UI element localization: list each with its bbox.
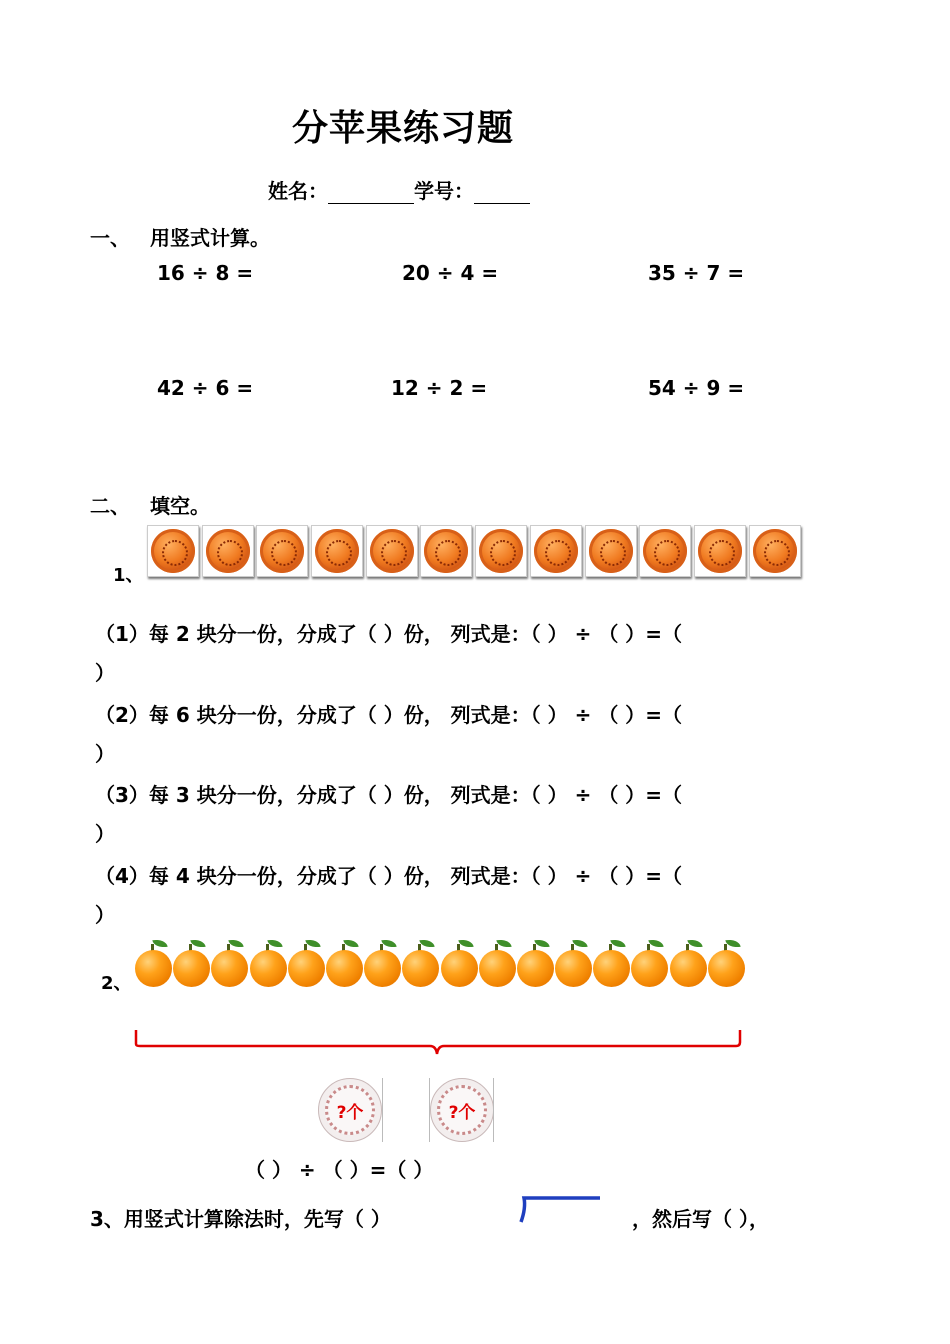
equation-2: 20 ÷ 4 = — [402, 261, 499, 285]
mooncake-icon — [256, 525, 308, 577]
section2-number: 二、 — [90, 494, 130, 518]
name-label: 姓名： — [268, 179, 328, 203]
fill-line-2-tail: ） — [95, 742, 115, 766]
mooncake-icon — [147, 525, 199, 577]
equation-4: 42 ÷ 6 = — [157, 376, 254, 400]
mooncake-icon — [639, 525, 691, 577]
orange-icon — [135, 938, 173, 988]
id-blank[interactable] — [474, 181, 530, 204]
mooncake-icon — [311, 525, 363, 577]
orange-icon — [173, 938, 211, 988]
question3-start: 3、用竖式计算除法时，先写（ ） — [90, 1207, 391, 1231]
plate-1-divider — [382, 1078, 383, 1142]
student-info-line — [268, 175, 530, 204]
mooncake-icon — [749, 525, 801, 577]
section2-heading: 填空。 — [150, 494, 210, 518]
fill-line-4-tail: ） — [95, 903, 115, 927]
orange-icon — [479, 938, 517, 988]
orange-row — [135, 938, 746, 988]
plate-1 — [318, 1078, 382, 1142]
orange-icon — [211, 938, 249, 988]
orange-icon — [593, 938, 631, 988]
question1-label: 1、 — [113, 565, 144, 586]
mooncake-row — [147, 525, 803, 579]
fill-line-3: （3）每 3 块分一份，分成了（ ）份， 列式是：（ ） ÷ （ ）=（ — [95, 783, 683, 807]
plate-2-divider — [429, 1078, 430, 1142]
orange-icon — [250, 938, 288, 988]
fill-line-3-tail: ） — [95, 822, 115, 846]
name-blank[interactable] — [328, 181, 414, 204]
fill-line-2: （2）每 6 块分一份，分成了（ ）份， 列式是：（ ） ÷ （ ）=（ — [95, 703, 683, 727]
page-title: 分苹果练习题 — [291, 108, 514, 149]
question2-equation: （ ） ÷ （ ）=（ ） — [245, 1158, 434, 1182]
equation-3: 35 ÷ 7 = — [648, 261, 745, 285]
mooncake-icon — [366, 525, 418, 577]
orange-icon — [326, 938, 364, 988]
curly-brace — [130, 1026, 748, 1066]
equation-5: 12 ÷ 2 = — [391, 376, 488, 400]
mooncake-icon — [202, 525, 254, 577]
section1-number: 一、 — [90, 226, 130, 250]
orange-icon — [555, 938, 593, 988]
plate-2 — [430, 1078, 494, 1142]
mooncake-icon — [475, 525, 527, 577]
fill-line-1-tail: ） — [95, 661, 115, 685]
mooncake-icon — [530, 525, 582, 577]
orange-icon — [631, 938, 669, 988]
orange-icon — [670, 938, 708, 988]
question2-label: 2、 — [101, 973, 132, 994]
mooncake-icon — [420, 525, 472, 577]
section1-heading: 用竖式计算。 — [150, 226, 270, 250]
question3-end: ，然后写（ ）， — [632, 1207, 769, 1231]
plate-2-label: ?个 — [437, 1085, 487, 1135]
orange-icon — [708, 938, 746, 988]
division-bracket-icon — [518, 1196, 602, 1226]
orange-icon — [402, 938, 440, 988]
plate-1-label: ?个 — [325, 1085, 375, 1135]
equation-6: 54 ÷ 9 = — [648, 376, 745, 400]
mooncake-icon — [694, 525, 746, 577]
id-label: 学号： — [414, 179, 474, 203]
orange-icon — [364, 938, 402, 988]
fill-line-4: （4）每 4 块分一份，分成了（ ）份， 列式是：（ ） ÷ （ ）=（ — [95, 864, 683, 888]
orange-icon — [441, 938, 479, 988]
orange-icon — [288, 938, 326, 988]
mooncake-icon — [585, 525, 637, 577]
fill-line-1: （1）每 2 块分一份，分成了（ ）份， 列式是：（ ） ÷ （ ）=（ — [95, 622, 683, 646]
equation-1: 16 ÷ 8 = — [157, 261, 254, 285]
plate-2-divider-right — [493, 1078, 494, 1142]
orange-icon — [517, 938, 555, 988]
